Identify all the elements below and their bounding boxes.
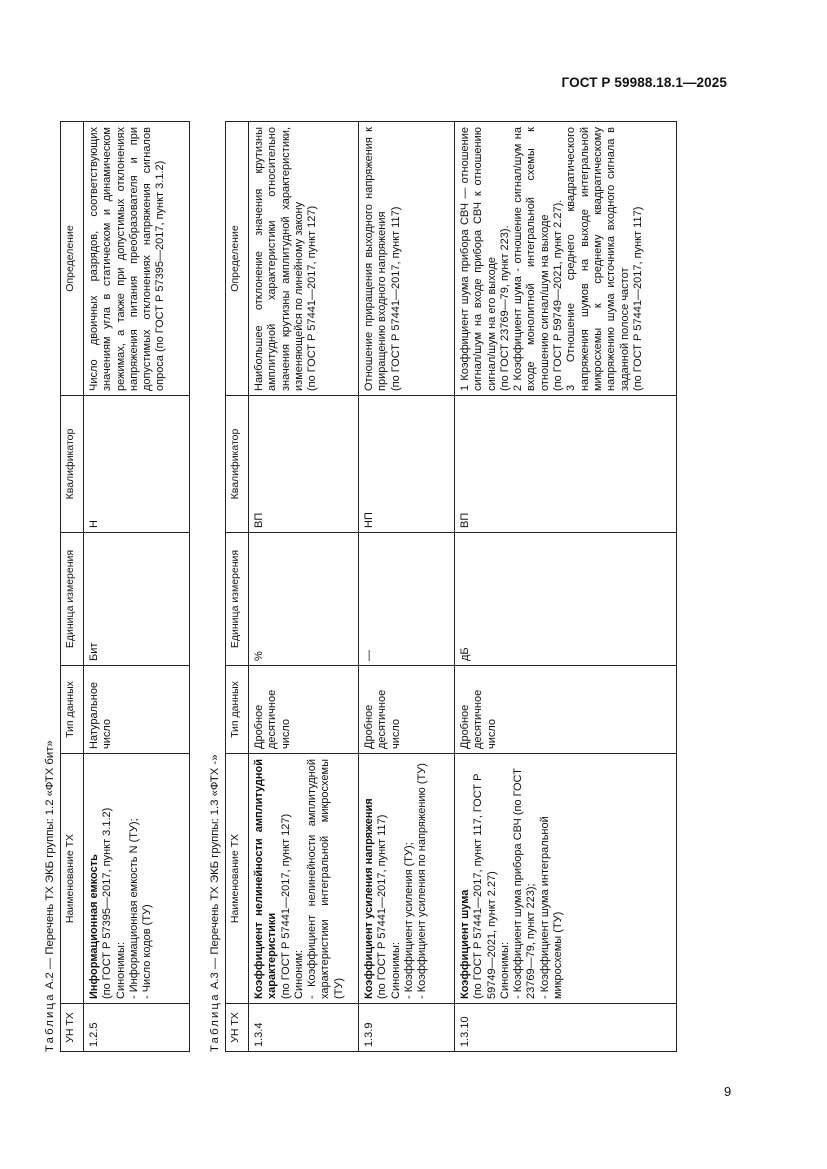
name-line: Синоним: — [292, 949, 305, 999]
definition-line: (по ГОСТ Р 57441—2017, пункт 117) — [631, 206, 644, 391]
cell-name — [249, 754, 359, 1004]
column-header: Тип данных — [61, 666, 84, 754]
table-a3-caption — [209, 755, 221, 1052]
document-header: ГОСТ Р 59988.18.1—2025 — [561, 75, 727, 90]
table-row — [84, 122, 190, 1052]
table-row — [249, 122, 359, 1052]
definition-line: (по ГОСТ 23769—79, пункт 223). — [498, 225, 511, 391]
definition-line: 3 Отношение среднего квадратического напряжения шумов на выходе интегральной микросхемы к среднему квадратическому напряжению шума источника входного сигнала в заданной полосе частот — [565, 127, 631, 391]
column-header: Определение — [226, 122, 249, 396]
cell-id: 1.3.9 — [359, 1004, 455, 1052]
table-a2-caption — [44, 740, 56, 1052]
definition-line: (по ГОСТ Р 59749—2021, пункт 2.27). — [552, 199, 565, 391]
cell-qualifier: ВП — [455, 396, 677, 533]
table-row — [455, 122, 677, 1052]
cell-name — [359, 754, 455, 1004]
definition-line: Отношение приращения выходного напряжения к приращению входного напряжения — [363, 127, 389, 391]
cell-unit: Бит — [84, 533, 190, 666]
cell-data-type: Дробное десятичное число — [249, 666, 359, 754]
cell-unit: — — [359, 533, 455, 666]
cell-definition — [455, 122, 677, 396]
column-header: Наименование ТХ — [226, 754, 249, 1004]
name-line: (по ГОСТ Р 57395—2017, пункт 3.1.2) — [101, 807, 114, 999]
cell-id: 1.2.5 — [84, 1004, 190, 1052]
caption-text: А.3 — Перечень ТХ ЭКБ группы: 1.3 «ФТХ -» — [209, 754, 221, 993]
name-title: Информационная емкость — [88, 854, 100, 999]
column-header: УН ТХ — [226, 1004, 249, 1052]
cell-definition: Число двоичных разрядов, соответствующих значениям угла в статическом и динамическом режимах, а также при допустимых отклонениях напряжения питания преобразователя и при допустимых отклонениях напряжения сигналов опроса (по ГОСТ Р 57395—2017, пункт 3.1.2) — [84, 122, 190, 396]
name-line: - Число кодов (ТУ) — [141, 904, 154, 999]
cell-qualifier: ВП — [249, 396, 359, 533]
column-header: Единица измерения — [61, 533, 84, 666]
caption-text: А.2 — Перечень ТХ ЭКБ группы: 1.2 «ФТХ бит» — [44, 740, 56, 993]
cell-data-type: Натуральное число — [84, 666, 190, 754]
caption-label: Таблица — [44, 992, 56, 1052]
name-line: (по ГОСТ Р 57441—2017, пункт 117, ГОСТ Р 59749—2021, пункт 2.27) — [472, 773, 498, 999]
table-a2 — [60, 121, 190, 1052]
name-line: - Коэффициент усиления по напряжению (ТУ) — [416, 763, 429, 999]
cell-unit: % — [249, 533, 359, 666]
column-header: УН ТХ — [61, 1004, 84, 1052]
column-header: Единица измерения — [226, 533, 249, 666]
definition-line: 1 Коэффициент шума прибора СВЧ — отношение сигнал/шум на входе прибора СВЧ к отношению сигнал/шум на его выходе — [459, 127, 498, 391]
name-line: - Информационная емкость N (ТУ); — [127, 818, 140, 999]
name-line: (по ГОСТ Р 57441—2017, пункт 127) — [279, 813, 292, 999]
definition-line: (по ГОСТ Р 57441—2017, пункт 127) — [306, 205, 319, 391]
column-header: Тип данных — [226, 666, 249, 754]
cell-data-type: Дробное десятичное число — [359, 666, 455, 754]
table-header-row — [61, 122, 84, 1052]
definition-line: (по ГОСТ Р 57441—2017, пункт 117) — [389, 206, 402, 391]
column-header: Квалификатор — [61, 396, 84, 533]
cell-data-type: Дробное десятичное число — [455, 666, 677, 754]
name-line: Синонимы: — [389, 941, 402, 999]
page-number: 9 — [724, 1084, 732, 1099]
column-header: Квалификатор — [226, 396, 249, 533]
name-line: - Коэффициент усиления (ТУ); — [402, 842, 415, 999]
cell-qualifier: Н — [84, 396, 190, 533]
cell-qualifier: НП — [359, 396, 455, 533]
name-title: Коэффициент нелинейности амплитудной характеристики — [253, 759, 279, 999]
name-line: Синонимы: — [498, 941, 511, 999]
table-header-row — [226, 122, 249, 1052]
caption-label: Таблица — [209, 992, 221, 1052]
name-title: Коэффициент усиления напряжения — [363, 798, 375, 999]
name-line: Синонимы: — [114, 941, 127, 999]
cell-definition — [359, 122, 455, 396]
name-line: - Коэффициент нелинейности амплитудной характеристики интегральной микросхемы (ТУ) — [306, 759, 345, 999]
column-header: Наименование ТХ — [61, 754, 84, 1004]
cell-id: 1.3.10 — [455, 1004, 677, 1052]
name-line: - Коэффициент шума прибора СВЧ (по ГОСТ 23769—79, пункт 223); — [512, 768, 538, 999]
definition-line: 2 Коэффициент шума - отношение сигнал/шум на входе монолитной интегральной схемы к отношению сигнал/шум на выходе — [512, 127, 551, 391]
definition-line: Наибольшее отклонение значения крутизны амплитудной характеристики относительно значения крутизны амплитудной характеристики, изменяющейся по линейному закону — [253, 127, 305, 391]
name-title: Коэффициент шума — [459, 889, 471, 999]
cell-name — [455, 754, 677, 1004]
table-row — [359, 122, 455, 1052]
cell-id: 1.3.4 — [249, 1004, 359, 1052]
cell-name — [84, 754, 190, 1004]
name-line: - Коэффициент шума интегральной микросхемы (ТУ) — [538, 816, 565, 999]
name-line: (по ГОСТ Р 57441—2017, пункт 117) — [376, 814, 389, 999]
table-a3 — [225, 121, 677, 1052]
cell-definition — [249, 122, 359, 396]
cell-unit: дБ — [455, 533, 677, 666]
column-header: Определение — [61, 122, 84, 396]
